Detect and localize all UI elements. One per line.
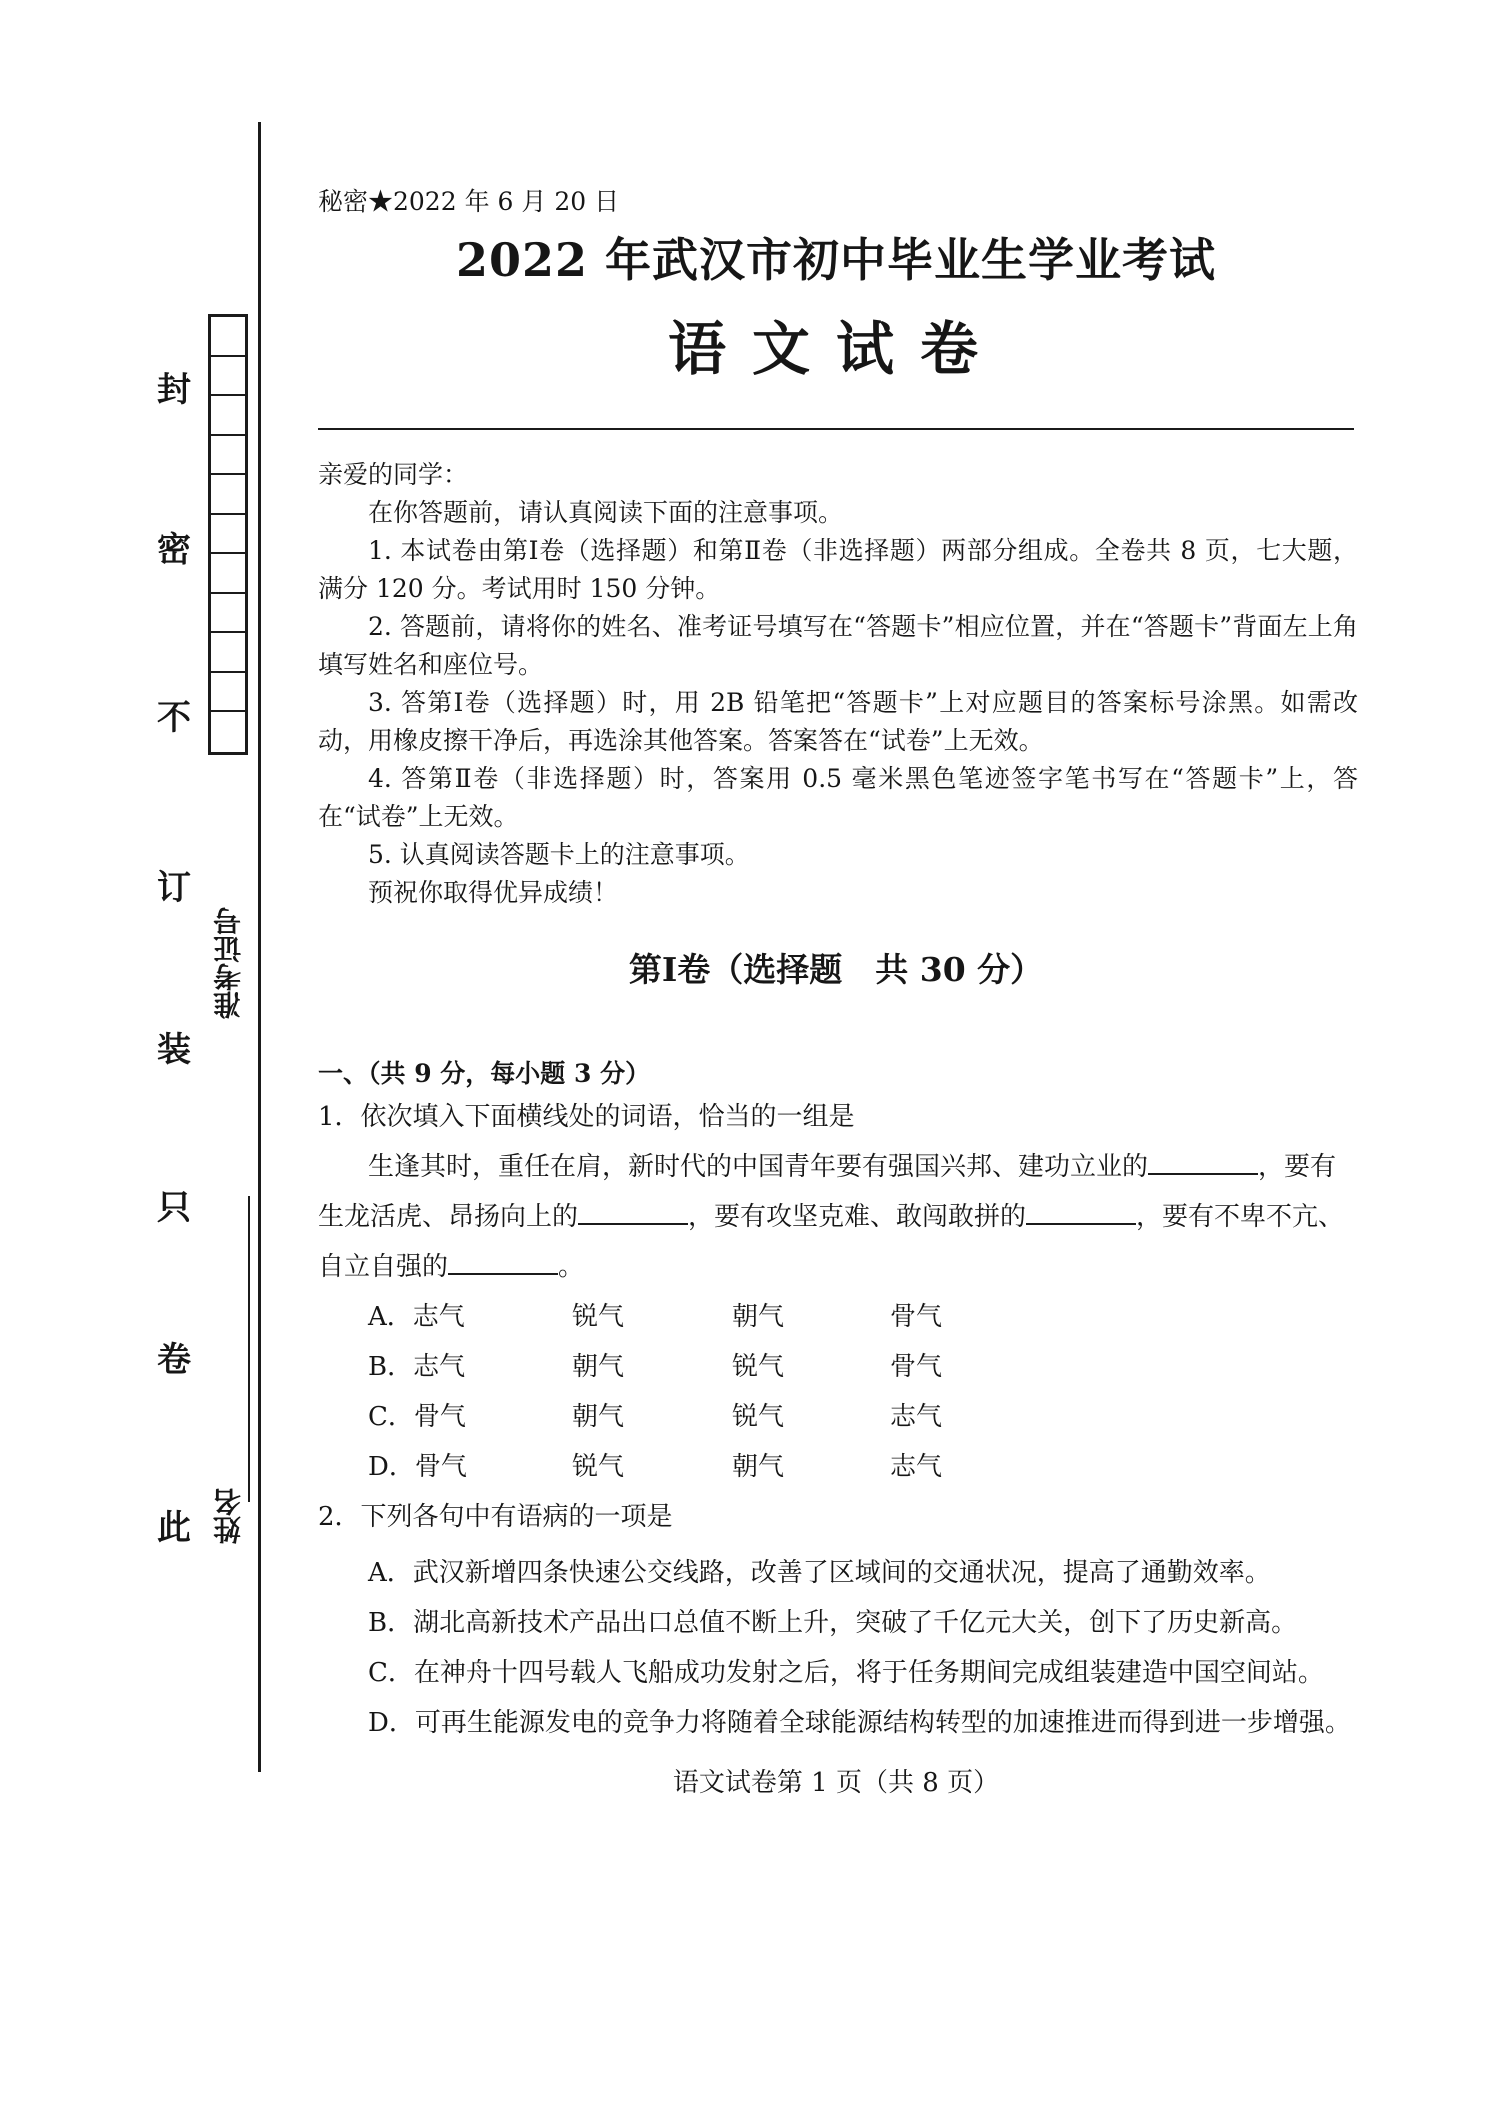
answer-blank[interactable] bbox=[578, 1201, 688, 1225]
passage-text: 。 bbox=[558, 1252, 585, 1282]
subject-title: 语文试卷 bbox=[667, 315, 1004, 383]
answer-blank[interactable] bbox=[1148, 1151, 1258, 1175]
binding-line bbox=[258, 122, 261, 1772]
passage-text: ，要有攻坚克难、敢闯敢拼的 bbox=[688, 1202, 1027, 1232]
question-2-option[interactable]: D．可再生能源发电的竞争力将随着全球能源结构转型的加速推进而得到进一步增强。 bbox=[368, 1708, 1351, 1738]
answer-blank[interactable] bbox=[448, 1251, 558, 1275]
notice-item: 3. 答第Ⅰ卷（选择题）时，用 2B 铅笔把“答题卡”上对应题目的答案标号涂黑。如需改动，用橡皮擦干净后，再选涂其他答案。答案答在“试卷”上无效。 bbox=[318, 688, 1358, 755]
question-1-passage-line bbox=[318, 1194, 1358, 1240]
question-2-stem: 2．下列各句中有语病的一项是 bbox=[318, 1502, 673, 1532]
option-word: 志气 bbox=[890, 1452, 943, 1482]
exam-title: 2022 年武汉市初中毕业生学业考试 bbox=[455, 233, 1217, 287]
passage-text: 生龙活虎、昂扬向上的 bbox=[318, 1202, 579, 1232]
option-label: D．骨气 bbox=[368, 1452, 467, 1482]
option-word: 骨气 bbox=[890, 1302, 943, 1332]
option-word: 朝气 bbox=[572, 1352, 625, 1382]
option-word: 朝气 bbox=[732, 1302, 785, 1332]
name-line[interactable] bbox=[248, 1196, 250, 1502]
option-word: 骨气 bbox=[890, 1352, 943, 1382]
part-header: 一、（共 9 分，每小题 3 分） bbox=[318, 1059, 651, 1088]
exam-id-boxes[interactable] bbox=[208, 314, 248, 755]
question-2-option[interactable]: C．在神舟十四号载人飞船成功发射之后，将于任务期间完成组装建造中国空间站。 bbox=[368, 1658, 1324, 1688]
secret-date: 秘密★2022 年 6 月 20 日 bbox=[318, 187, 620, 216]
name-label: 姓名 bbox=[212, 1488, 245, 1544]
passage-text: ，要有 bbox=[1258, 1152, 1337, 1182]
answer-blank[interactable] bbox=[1026, 1201, 1136, 1225]
seal-char: 订 bbox=[157, 868, 191, 908]
exam-id-label: 准考证号 bbox=[212, 907, 245, 1019]
option-word: 朝气 bbox=[572, 1402, 625, 1432]
question-1-passage-line bbox=[318, 1144, 1358, 1190]
seal-char: 卷 bbox=[157, 1340, 191, 1380]
option-label: A．志气 bbox=[368, 1302, 465, 1332]
notice-item: 2. 答题前，请将你的姓名、准考证号填写在“答题卡”相应位置，并在“答题卡”背面左上角填写姓名和座位号。 bbox=[318, 612, 1358, 679]
option-word: 锐气 bbox=[572, 1452, 625, 1482]
option-word: 朝气 bbox=[732, 1452, 785, 1482]
question-2-option[interactable]: A．武汉新增四条快速公交线路，改善了区域间的交通状况，提高了通勤效率。 bbox=[368, 1558, 1271, 1588]
option-label: C．骨气 bbox=[368, 1402, 466, 1432]
seal-char: 装 bbox=[157, 1030, 191, 1070]
passage-text: 自立自强的 bbox=[318, 1252, 449, 1282]
seal-char: 封 bbox=[157, 370, 191, 410]
question-2-option[interactable]: B．湖北高新技术产品出口总值不断上升，突破了千亿元大关，创下了历史新高。 bbox=[368, 1608, 1298, 1638]
option-label: B．志气 bbox=[368, 1352, 466, 1382]
header-divider bbox=[318, 428, 1354, 430]
option-word: 志气 bbox=[890, 1402, 943, 1432]
section-title: 第Ⅰ卷（选择题 共 30 分） bbox=[628, 950, 1044, 989]
seal-char: 不 bbox=[157, 698, 191, 738]
seal-char: 只 bbox=[157, 1188, 191, 1228]
question-1-passage-line bbox=[318, 1244, 1358, 1290]
passage-text: ，要有不卑不亢、 bbox=[1136, 1202, 1345, 1232]
notice-item: 4. 答第Ⅱ卷（非选择题）时，答案用 0.5 毫米黑色笔迹签字笔书写在“答题卡”上，答在“试卷”上无效。 bbox=[318, 764, 1358, 831]
notice-item: 5. 认真阅读答题卡上的注意事项。 bbox=[368, 840, 750, 869]
option-word: 锐气 bbox=[572, 1302, 625, 1332]
seal-char: 此 bbox=[157, 1508, 191, 1548]
notice-greeting: 亲爱的同学： bbox=[318, 460, 469, 489]
notice-intro: 在你答题前，请认真阅读下面的注意事项。 bbox=[368, 498, 844, 527]
passage-text: 生逢其时，重任在肩，新时代的中国青年要有强国兴邦、建功立业的 bbox=[368, 1152, 1149, 1182]
notice-wish: 预祝你取得优异成绩！ bbox=[368, 878, 619, 907]
option-word: 锐气 bbox=[732, 1352, 785, 1382]
seal-char: 密 bbox=[157, 530, 191, 570]
question-1-stem: 1．依次填入下面横线处的词语，恰当的一组是 bbox=[318, 1102, 855, 1132]
page-footer: 语文试卷第 1 页（共 8 页） bbox=[672, 1768, 1000, 1798]
option-word: 锐气 bbox=[732, 1402, 785, 1432]
notice-item: 1. 本试卷由第Ⅰ卷（选择题）和第Ⅱ卷（非选择题）两部分组成。全卷共 8 页，七大题，满分 120 分。考试用时 150 分钟。 bbox=[318, 536, 1358, 603]
